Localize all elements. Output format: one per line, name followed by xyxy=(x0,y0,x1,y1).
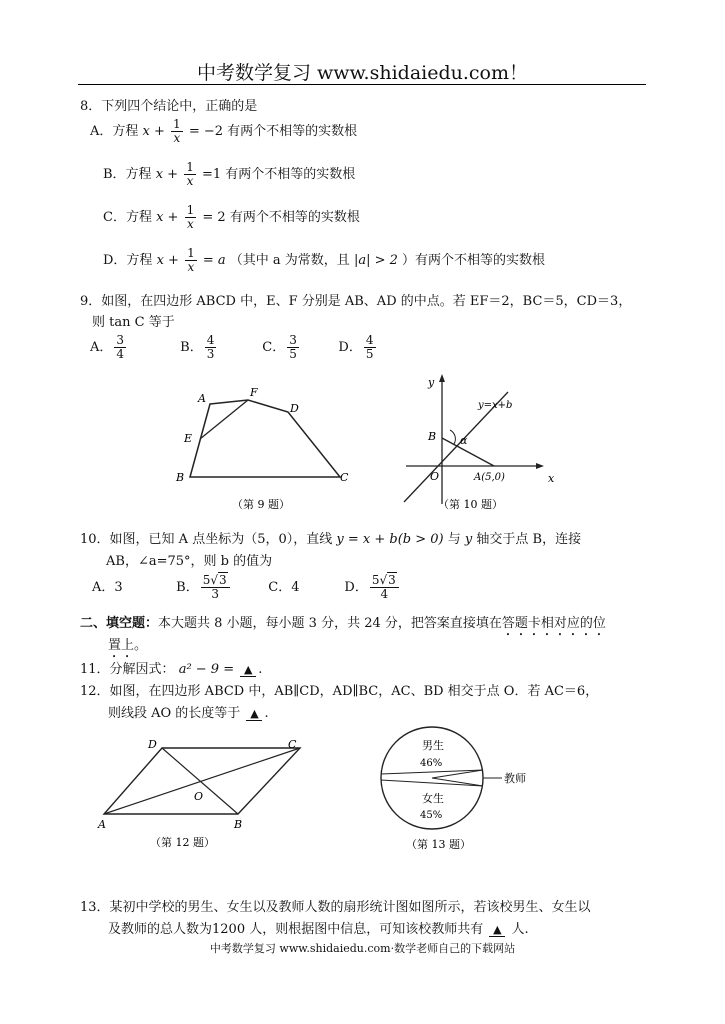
label-c: C xyxy=(340,471,349,484)
page-header-title: 中考数学复习 www.shidaiedu.com！ xyxy=(196,62,529,84)
label-d: D xyxy=(290,402,299,415)
q8-d-note1: （其中 a 为常数，且 xyxy=(229,253,350,268)
section2-line2 xyxy=(108,634,147,661)
q12-line1: 12．如图，在四边形 ABCD 中，AB∥CD，AD∥BC，AC、BD 相交于点 O．若 AC＝6， xyxy=(80,684,599,699)
q8-c-fraction: $\frac{1}{x}$ xyxy=(186,203,195,231)
q11 xyxy=(80,658,262,677)
q12-answer-blank: ▲ xyxy=(246,707,262,721)
segment-ab xyxy=(442,438,494,466)
q8-c-label: C．方程 xyxy=(103,210,152,225)
q13-line2-end: 人. xyxy=(511,922,529,937)
section2-body: 本大题共 8 小题，每小题 3 分，共 24 分，把答案直接填在 xyxy=(158,616,502,631)
q8-c-xplus: x + xyxy=(156,210,179,225)
q8-d-abs: |a| > 2 xyxy=(353,253,398,268)
q8-b-xplus: x + xyxy=(155,167,179,182)
q12-end: . xyxy=(264,706,269,721)
q9-option-a: A． $\frac{3}{4}$ xyxy=(90,333,125,361)
q9-option-b: B． $\frac{4}{3}$ xyxy=(180,333,215,361)
q9-option-d: D． $\frac{4}{5}$ xyxy=(338,333,374,361)
q8-c-tail: 有两个不相等的实数根 xyxy=(229,210,360,225)
q8-d-note2: ）有两个不相等的实数根 xyxy=(402,253,546,268)
q10-line2: AB，∠a=75°，则 b 的值为 xyxy=(106,554,273,569)
q9-line1: 9．如图，在四边形 ABCD 中，E、F 分别是 AB、AD 的中点。若 EF＝2，BC＝5，CD＝3， xyxy=(80,294,632,309)
label-b: B xyxy=(234,818,243,831)
q13-answer-blank: ▲ xyxy=(489,923,505,937)
q8-d-fraction: $\frac{1}{x}$ xyxy=(187,246,195,274)
q8-stem: 8．下列四个结论中，正确的是 xyxy=(80,99,258,114)
q10-option-a: A．3 xyxy=(92,580,123,595)
q10-formula: y = x + b(b > 0) xyxy=(336,532,444,547)
q10-line1a: 10．如图，已知 A 点坐标为（5，0），直线 xyxy=(80,532,333,547)
quadrilateral-abcd xyxy=(190,400,340,477)
pie-label-teachers: 教师 xyxy=(504,772,526,785)
q8-d-xplus: x + xyxy=(156,253,179,268)
q8-b-rhs: =1 xyxy=(201,167,222,182)
q8-b-label: B．方程 xyxy=(103,167,152,182)
label-a-point: A(5,0) xyxy=(474,472,505,483)
y-axis-arrow xyxy=(439,374,445,382)
q8-b-fraction: $\frac{1}{x}$ xyxy=(186,160,194,188)
q13-line2 xyxy=(108,918,529,937)
segment-ef xyxy=(200,400,248,439)
q8-option-a xyxy=(90,118,357,145)
q10-options xyxy=(92,574,424,601)
q11-answer-blank: ▲ xyxy=(240,663,256,677)
q8-option-b xyxy=(103,161,355,188)
label-a: A xyxy=(198,392,206,405)
label-line-equation: y=x+b xyxy=(478,400,513,411)
pie-label-boys: 男生 xyxy=(422,739,444,752)
q11-text: 11．分解因式： xyxy=(80,662,175,677)
q12-line2-text: 则线段 AO 的长度等于 xyxy=(108,706,241,721)
q8-a-fraction: $\frac{1}{x}$ xyxy=(173,117,181,145)
q10-option-b: B． $\frac{5√3}{3}$ xyxy=(176,574,264,601)
section2-title: 二、填空题： xyxy=(80,616,159,631)
section2-emphasis-2: 置上。 xyxy=(108,638,148,653)
q10-option-d: D． $\frac{5√3}{4}$ xyxy=(344,574,424,601)
q8-c-rhs: = 2 xyxy=(202,210,226,225)
label-origin: O xyxy=(430,470,440,483)
section2-line1 xyxy=(80,612,606,639)
label-b-point: B xyxy=(428,430,437,443)
figure-10 xyxy=(398,372,558,514)
q8-d-rhs: = a xyxy=(202,253,226,268)
x-axis-arrow xyxy=(536,463,544,469)
label-f: F xyxy=(250,386,258,399)
figure-9-caption: （第 9 题） xyxy=(232,498,290,511)
q11-expression: a² − 9 = xyxy=(178,662,235,677)
label-o: O xyxy=(194,790,204,803)
label-d: D xyxy=(148,738,157,751)
pie-value-boys: 46% xyxy=(420,758,443,769)
label-a: A xyxy=(98,818,106,831)
q12-line2 xyxy=(108,702,269,721)
q8-a-tail: 有两个不相等的实数根 xyxy=(227,124,358,139)
q8-a-xplus: x + xyxy=(142,124,165,139)
q8-option-c xyxy=(103,204,360,231)
figure-12-caption: （第 12 题） xyxy=(150,836,215,849)
section2-emphasis-1: 答题卡相对应的位 xyxy=(501,616,606,631)
pie-value-girls: 45% xyxy=(420,810,443,821)
q8-a-label: A．方程 xyxy=(90,124,139,139)
label-y: y xyxy=(428,376,435,389)
figure-13 xyxy=(370,722,540,856)
q8-d-label: D．方程 xyxy=(103,253,153,268)
q13-line1: 13．某初中学校的男生、女生以及教师人数的扇形统计图如图所示，若该校男生、女生以 xyxy=(80,900,591,915)
pie-label-girls: 女生 xyxy=(422,792,444,805)
label-c: C xyxy=(288,738,297,751)
q10-line1 xyxy=(80,528,581,547)
label-x: x xyxy=(548,472,555,485)
q10-line1b: 与 xyxy=(447,532,461,547)
label-alpha: α xyxy=(460,434,468,447)
angle-alpha-arc xyxy=(450,430,455,444)
figure-13-caption: （第 13 题） xyxy=(406,838,471,851)
pie-divider-girls xyxy=(381,780,483,786)
q9-options xyxy=(90,334,410,361)
figure-10-caption: （第 10 题） xyxy=(438,498,503,511)
figure-12 xyxy=(90,734,320,854)
q13-line2-text: 及教师的总人数为1200 人，则根据图中信息，可知该校教师共有 xyxy=(108,922,484,937)
label-e: E xyxy=(184,432,193,445)
q10-line1c: 轴交于点 B，连接 xyxy=(476,532,582,547)
q8-a-rhs: = −2 xyxy=(188,124,224,139)
q9-option-c: C． $\frac{3}{5}$ xyxy=(262,333,297,361)
q8-option-d xyxy=(103,247,545,274)
q9-line2: 则 tan C 等于 xyxy=(92,315,175,330)
diagonal-bd xyxy=(162,748,238,814)
label-b: B xyxy=(176,471,185,484)
q10-option-c: C．4 xyxy=(268,580,300,595)
figure-9 xyxy=(160,374,370,514)
page-footer: 中考数学复习 www.shidaiedu.com·数学老师自己的下载网站 xyxy=(209,942,516,955)
q11-end: . xyxy=(258,662,263,677)
q8-b-tail: 有两个不相等的实数根 xyxy=(225,167,356,182)
q10-yvar: y xyxy=(464,532,473,547)
header-rule xyxy=(78,84,646,85)
